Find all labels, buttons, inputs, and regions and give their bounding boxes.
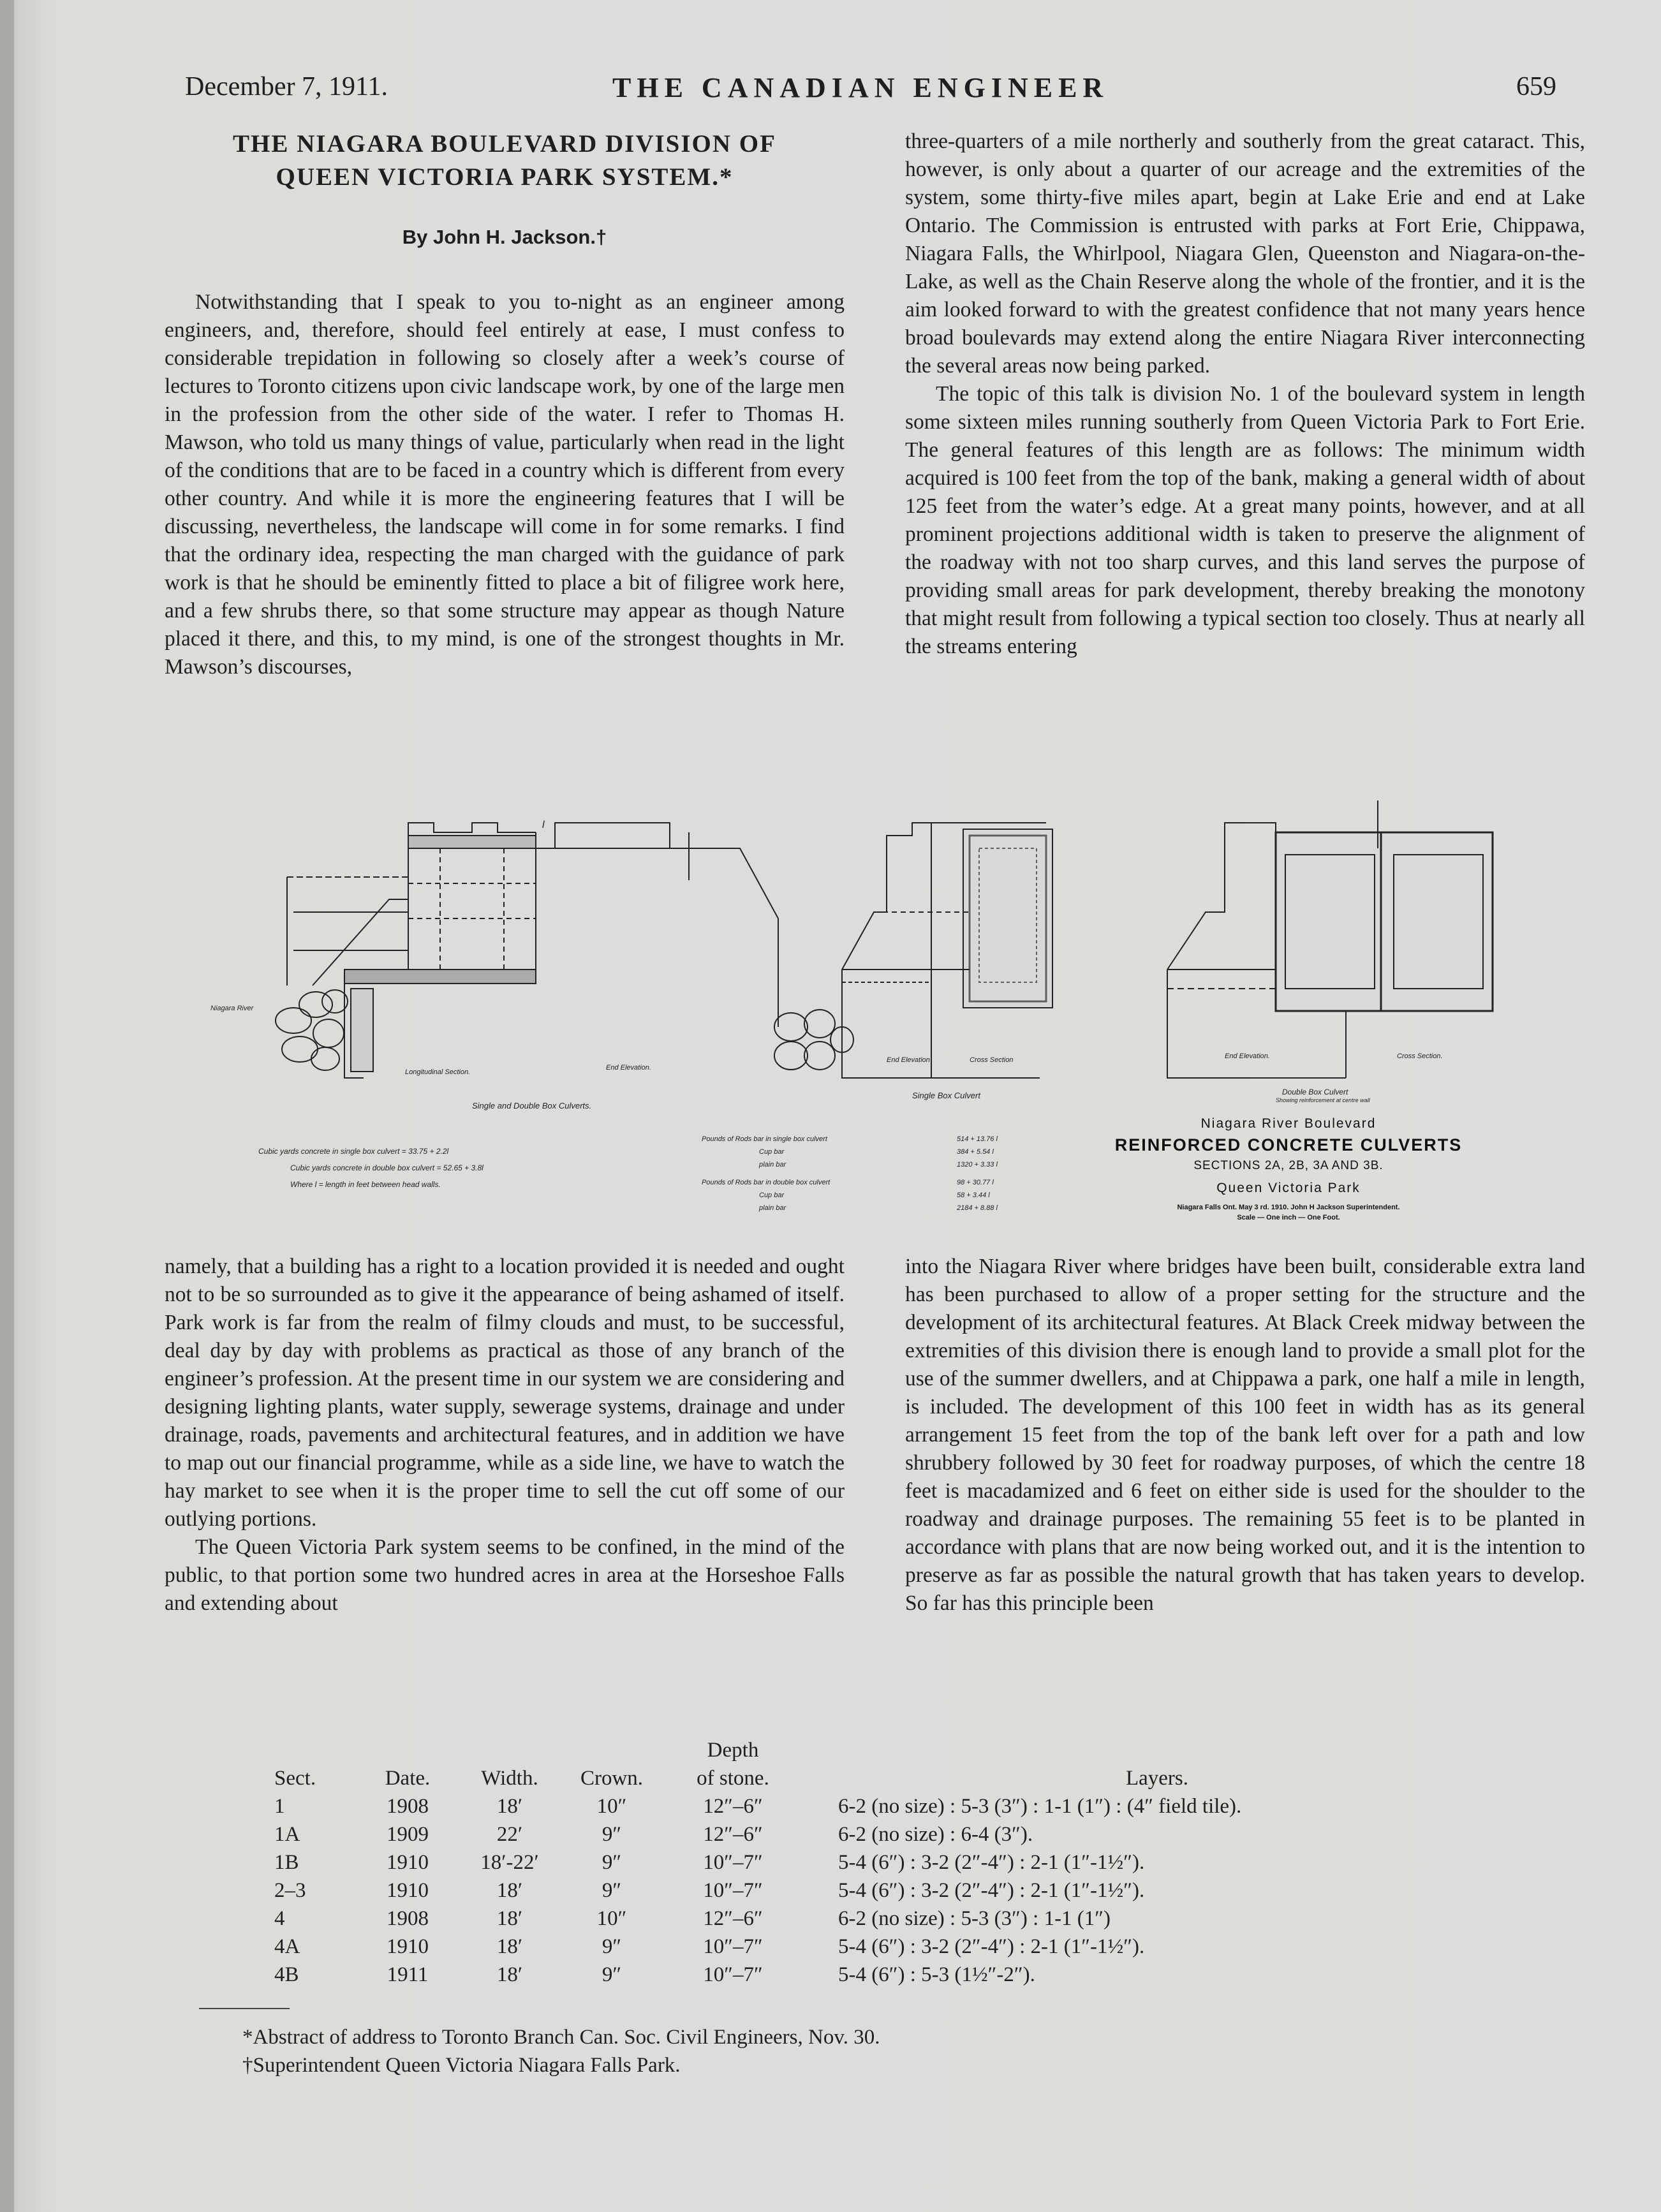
plain-bar-double-label: plain bar xyxy=(759,1204,786,1212)
paragraph-2: namely, that a building has a right to a location provided it is needed and ought not to be so surrounded as to give it the appearance of being ashamed of itself. Park work is far from the realm of filmy clouds and must, to be successful, deal day by day with problems as practical as those of any branch of the engineer’s profession. At the present time in our system we are considering and designing lighting plants, water supply, sewerage systems, drainage and under drainage, roads, pavements and architectural features, and in addition we have to map out our financial programme, while as a side line, we have to watch the hay market to see when it is the proper time to sell the cut off some of our outlying portions. xyxy=(165,1255,845,1531)
paragraph-4: three-quarters of a mile northerly and southerly from the great cataract. This, however, is only about a quarter of our acreage and the extremities of the system, some thirty-five miles apart, begin at Lake Erie and end at Lake Ontario. The Commission is entrusted with parks at Fort Erie, Chippawa, Niagara Falls, the Whirlpool, Niagara Glen, Queenston and Niagara-on-the-Lake, as well as the Chain Reserve along the whole of the frontier, and it is the aim looked forward to with the greatest confidence that not many years hence broad boulevards may extend along the entire Niagara River interconnecting the several areas now being parked. xyxy=(905,129,1585,378)
cell-sect: 2–3 xyxy=(274,1879,306,1902)
cell-crown: 9″ xyxy=(602,1851,622,1874)
cell-layers: 6-2 (no size) : 5-3 (3″) : 1-1 (1″) : (4″ field tile). xyxy=(838,1795,1242,1818)
label-cross-section-right: Cross Section. xyxy=(1397,1052,1443,1060)
cell-depth: 10″–7″ xyxy=(703,1879,763,1902)
table-row xyxy=(274,1933,1514,1961)
caption-park: Queen Victoria Park xyxy=(1216,1181,1361,1195)
column-right-bottom xyxy=(905,1253,1585,1618)
cell-crown: 10″ xyxy=(596,1907,627,1930)
cell-depth: 10″–7″ xyxy=(703,1963,763,1986)
label-end-elevation-left: End Elevation. xyxy=(606,1064,651,1072)
cell-crown: 9″ xyxy=(602,1879,622,1902)
table-row xyxy=(274,1820,1514,1848)
cell-crown: 9″ xyxy=(602,1935,622,1958)
cell-sect: 4 xyxy=(274,1907,285,1930)
cell-depth: 12″–6″ xyxy=(703,1907,763,1930)
cup-bar-double-value: 58 + 3.44 l xyxy=(957,1191,990,1199)
cell-depth: 10″–7″ xyxy=(703,1851,763,1874)
cell-sect: 1A xyxy=(274,1823,300,1846)
cell-width: 18′ xyxy=(496,1963,523,1986)
table-row xyxy=(274,1877,1514,1905)
header-depth-top: Depth xyxy=(707,1739,759,1762)
cell-date: 1910 xyxy=(387,1935,429,1958)
label-niagara-river: Niagara River xyxy=(210,1005,254,1012)
header-depth-bottom: of stone. xyxy=(697,1767,769,1790)
cell-crown: 10″ xyxy=(596,1795,627,1818)
binding-shadow xyxy=(0,0,14,2212)
plain-bar-single-value: 1320 + 3.33 l xyxy=(957,1161,998,1169)
issue-date: December 7, 1911. xyxy=(185,72,388,101)
cell-depth: 12″–6″ xyxy=(703,1795,763,1818)
bars-double-label: Pounds of Rods bar in double box culvert xyxy=(702,1179,830,1186)
cell-sect: 1B xyxy=(274,1851,299,1874)
label-cross-section-mid: Cross Section xyxy=(970,1056,1014,1064)
caption-boulevard: Niagara River Boulevard xyxy=(1200,1116,1377,1131)
header-layers: Layers. xyxy=(1125,1767,1189,1790)
road-section-table xyxy=(274,1736,1514,1989)
drawing-title-block xyxy=(1110,1116,1467,1221)
column-left-top xyxy=(165,288,845,681)
label-single-double-box: Single and Double Box Culverts. xyxy=(472,1101,592,1110)
cup-bar-single-value: 384 + 5.54 l xyxy=(957,1148,994,1156)
cell-date: 1911 xyxy=(387,1963,429,1986)
table-row xyxy=(274,1848,1514,1877)
cell-layers: 6-2 (no size) : 5-3 (3″) : 1-1 (1″) xyxy=(838,1907,1111,1930)
caption-title: REINFORCED CONCRETE CULVERTS xyxy=(1114,1135,1463,1154)
cell-crown: 9″ xyxy=(602,1823,622,1846)
paragraph-1: Notwithstanding that I speak to you to-night as an engineer among engineers, and, therefore, should feel entirely at ease, I must confess to considerable trepidation in following so closely after a week’s course of lectures to Toronto citizens upon civic landscape work, by one of the large men in the profession from the other side of the water. I refer to Thomas H. Mawson, who told us many things of value, particularly when read in the light of the conditions that are to be faced in a country which is different from every other country. And while it is more the engineering features that I will be discussing, nevertheless, the landscape will come in for some remarks. I find that the ordinary idea, respecting the man charged with the guidance of park work is that he should be eminently fitted to place a bit of filigree work here, and a few shrubs there, so that some structure may appear as though Nature placed it there, and this, to my mind, is one of the strongest thoughts in Mr. Mawson’s discourses, xyxy=(165,290,845,679)
cell-depth: 10″–7″ xyxy=(703,1935,763,1958)
label-end-elevation-right: End Elevation. xyxy=(1225,1052,1270,1060)
header-crown: Crown. xyxy=(580,1767,644,1790)
label-double-box: Double Box Culvert xyxy=(1282,1088,1348,1096)
cell-sect: 4B xyxy=(274,1963,299,1986)
cell-width: 18′ xyxy=(496,1935,523,1958)
header-depth xyxy=(666,1736,800,1792)
footnote-abstract: *Abstract of address to Toronto Branch Can. Soc. Civil Engineers, Nov. 30. xyxy=(242,2026,880,2049)
header-date: Date. xyxy=(385,1767,431,1790)
cell-depth: 12″–6″ xyxy=(703,1823,763,1846)
cell-layers: 5-4 (6″) : 3-2 (2″-4″) : 2-1 (1″-1½″). xyxy=(838,1935,1145,1958)
label-longitudinal-section: Longitudinal Section. xyxy=(405,1068,471,1076)
note-length: Where l = length in feet between head walls. xyxy=(290,1180,441,1189)
cell-layers: 6-2 (no size) : 6-4 (3″). xyxy=(838,1823,1033,1846)
page-number: 659 xyxy=(1516,72,1556,101)
column-left-bottom xyxy=(165,1253,845,1618)
cell-date: 1910 xyxy=(387,1879,429,1902)
cell-date: 1908 xyxy=(387,1795,429,1818)
title-line-2: QUEEN VICTORIA PARK SYSTEM.* xyxy=(276,163,734,191)
cell-date: 1908 xyxy=(387,1907,429,1930)
byline: By John H. Jackson.† xyxy=(402,226,607,248)
footing xyxy=(344,970,536,984)
cell-width: 18′ xyxy=(496,1907,523,1930)
cell-date: 1909 xyxy=(387,1823,429,1846)
table-row xyxy=(274,1961,1514,1989)
bars-double-value: 98 + 30.77 l xyxy=(957,1179,994,1186)
running-head xyxy=(185,71,1556,110)
cup-bar-double-label: Cup bar xyxy=(759,1191,785,1199)
plain-bar-double-value: 2184 + 8.88 l xyxy=(957,1204,998,1212)
paragraph-3: The Queen Victoria Park system seems to be confined, in the mind of the public, to that portion some two hundred acres in area at the Horseshoe Falls and extending about xyxy=(165,1535,845,1615)
table-row xyxy=(274,1792,1514,1820)
plain-bar-single-label: plain bar xyxy=(759,1161,786,1169)
note-double-box: Cubic yards concrete in double box culvert = 52.65 + 3.8l xyxy=(290,1163,484,1172)
cup-bar-single-label: Cup bar xyxy=(759,1148,785,1156)
journal-title: THE CANADIAN ENGINEER xyxy=(612,72,1109,103)
label-double-box-sub: Showing reinforcement at centre wall xyxy=(1276,1097,1370,1103)
table-header-row xyxy=(274,1736,1514,1792)
label-end-elevation-mid: End Elevation xyxy=(887,1056,930,1064)
label-single-box: Single Box Culvert xyxy=(912,1091,980,1100)
caption-scale: Scale — One inch — One Foot. xyxy=(1237,1214,1340,1221)
cell-width: 18′ xyxy=(496,1879,523,1902)
cell-layers: 5-4 (6″) : 5-3 (1½″-2″). xyxy=(838,1963,1035,1986)
title-line-1: THE NIAGARA BOULEVARD DIVISION OF xyxy=(233,130,776,158)
footnote-rule xyxy=(199,2008,290,2009)
label-dim-l: l xyxy=(542,820,545,830)
cell-sect: 4A xyxy=(274,1935,300,1958)
cell-date: 1910 xyxy=(387,1851,429,1874)
cell-sect: 1 xyxy=(274,1795,285,1818)
cell-layers: 5-4 (6″) : 3-2 (2″-4″) : 2-1 (1″-1½″). xyxy=(838,1851,1145,1874)
footnote-author: †Superintendent Queen Victoria Niagara Falls Park. xyxy=(242,2054,681,2077)
table-row xyxy=(274,1905,1514,1933)
header-width: Width. xyxy=(481,1767,538,1790)
cell-crown: 9″ xyxy=(602,1963,622,1986)
culvert-drawing xyxy=(198,797,1537,1231)
cell-layers: 5-4 (6″) : 3-2 (2″-4″) : 2-1 (1″-1½″). xyxy=(838,1879,1145,1902)
cell-width: 18′-22′ xyxy=(480,1851,539,1874)
cell-width: 22′ xyxy=(496,1823,523,1846)
bars-single-value: 514 + 13.76 l xyxy=(957,1135,998,1143)
paragraph-5: The topic of this talk is division No. 1 of the boulevard system in length some sixteen miles running southerly from Queen Victoria Park to Fort Erie. The general features of this length are as follows: The minimum width acquired is 100 feet from the top of the bank, making a general width of about 125 feet from the water’s edge. At a great many points, however, and at all prominent projections additional width is taken to preserve the alignment of the roadway with not too sharp curves, and this land serves the purpose of providing small areas for park development, thereby breaking the monotony that might result from following a typical section too closely. Thus at nearly all the streams entering xyxy=(905,382,1585,658)
caption-sections: SECTIONS 2A, 2B, 3A AND 3B. xyxy=(1193,1159,1384,1172)
note-single-box: Cubic yards concrete in single box culvert = 33.75 + 2.2l xyxy=(258,1147,449,1156)
paragraph-6: into the Niagara River where bridges have been built, considerable extra land has been purchased to allow of a proper setting for the structure and the development of its architectural features. At Black Creek midway between the extremities of this division there is enough land to provide a small plot for the use of the summer dwellers, and at Chippawa a park, one half a mile in length, is included. The development of this 100 feet in width has as its general arrangement 15 feet from the top of the bank left over for a path and low shrubbery followed by 30 feet for roadway purposes, of which the centre 18 feet is macadamized and 6 feet on either side is used for the shoulder to the roadway and drainage purposes. The remaining 55 feet is to be planted in accordance with plans that are now being worked out, and it is the intention to preserve as far as possible the natural growth that has taken years to develop. So far has this principle been xyxy=(905,1255,1585,1615)
bars-single-label: Pounds of Rods bar in single box culvert xyxy=(702,1135,827,1143)
road-section-data xyxy=(274,1736,1514,1989)
footnotes xyxy=(242,2023,880,2079)
caption-signature: Niagara Falls Ont. May 3 rd. 1910. John H Jackson Superintendent. xyxy=(1177,1204,1400,1211)
column-right-top xyxy=(905,128,1585,661)
article-title xyxy=(165,128,845,194)
header-sect: Sect. xyxy=(274,1767,316,1790)
cell-width: 18′ xyxy=(496,1795,523,1818)
head-wall-cap xyxy=(408,836,536,848)
